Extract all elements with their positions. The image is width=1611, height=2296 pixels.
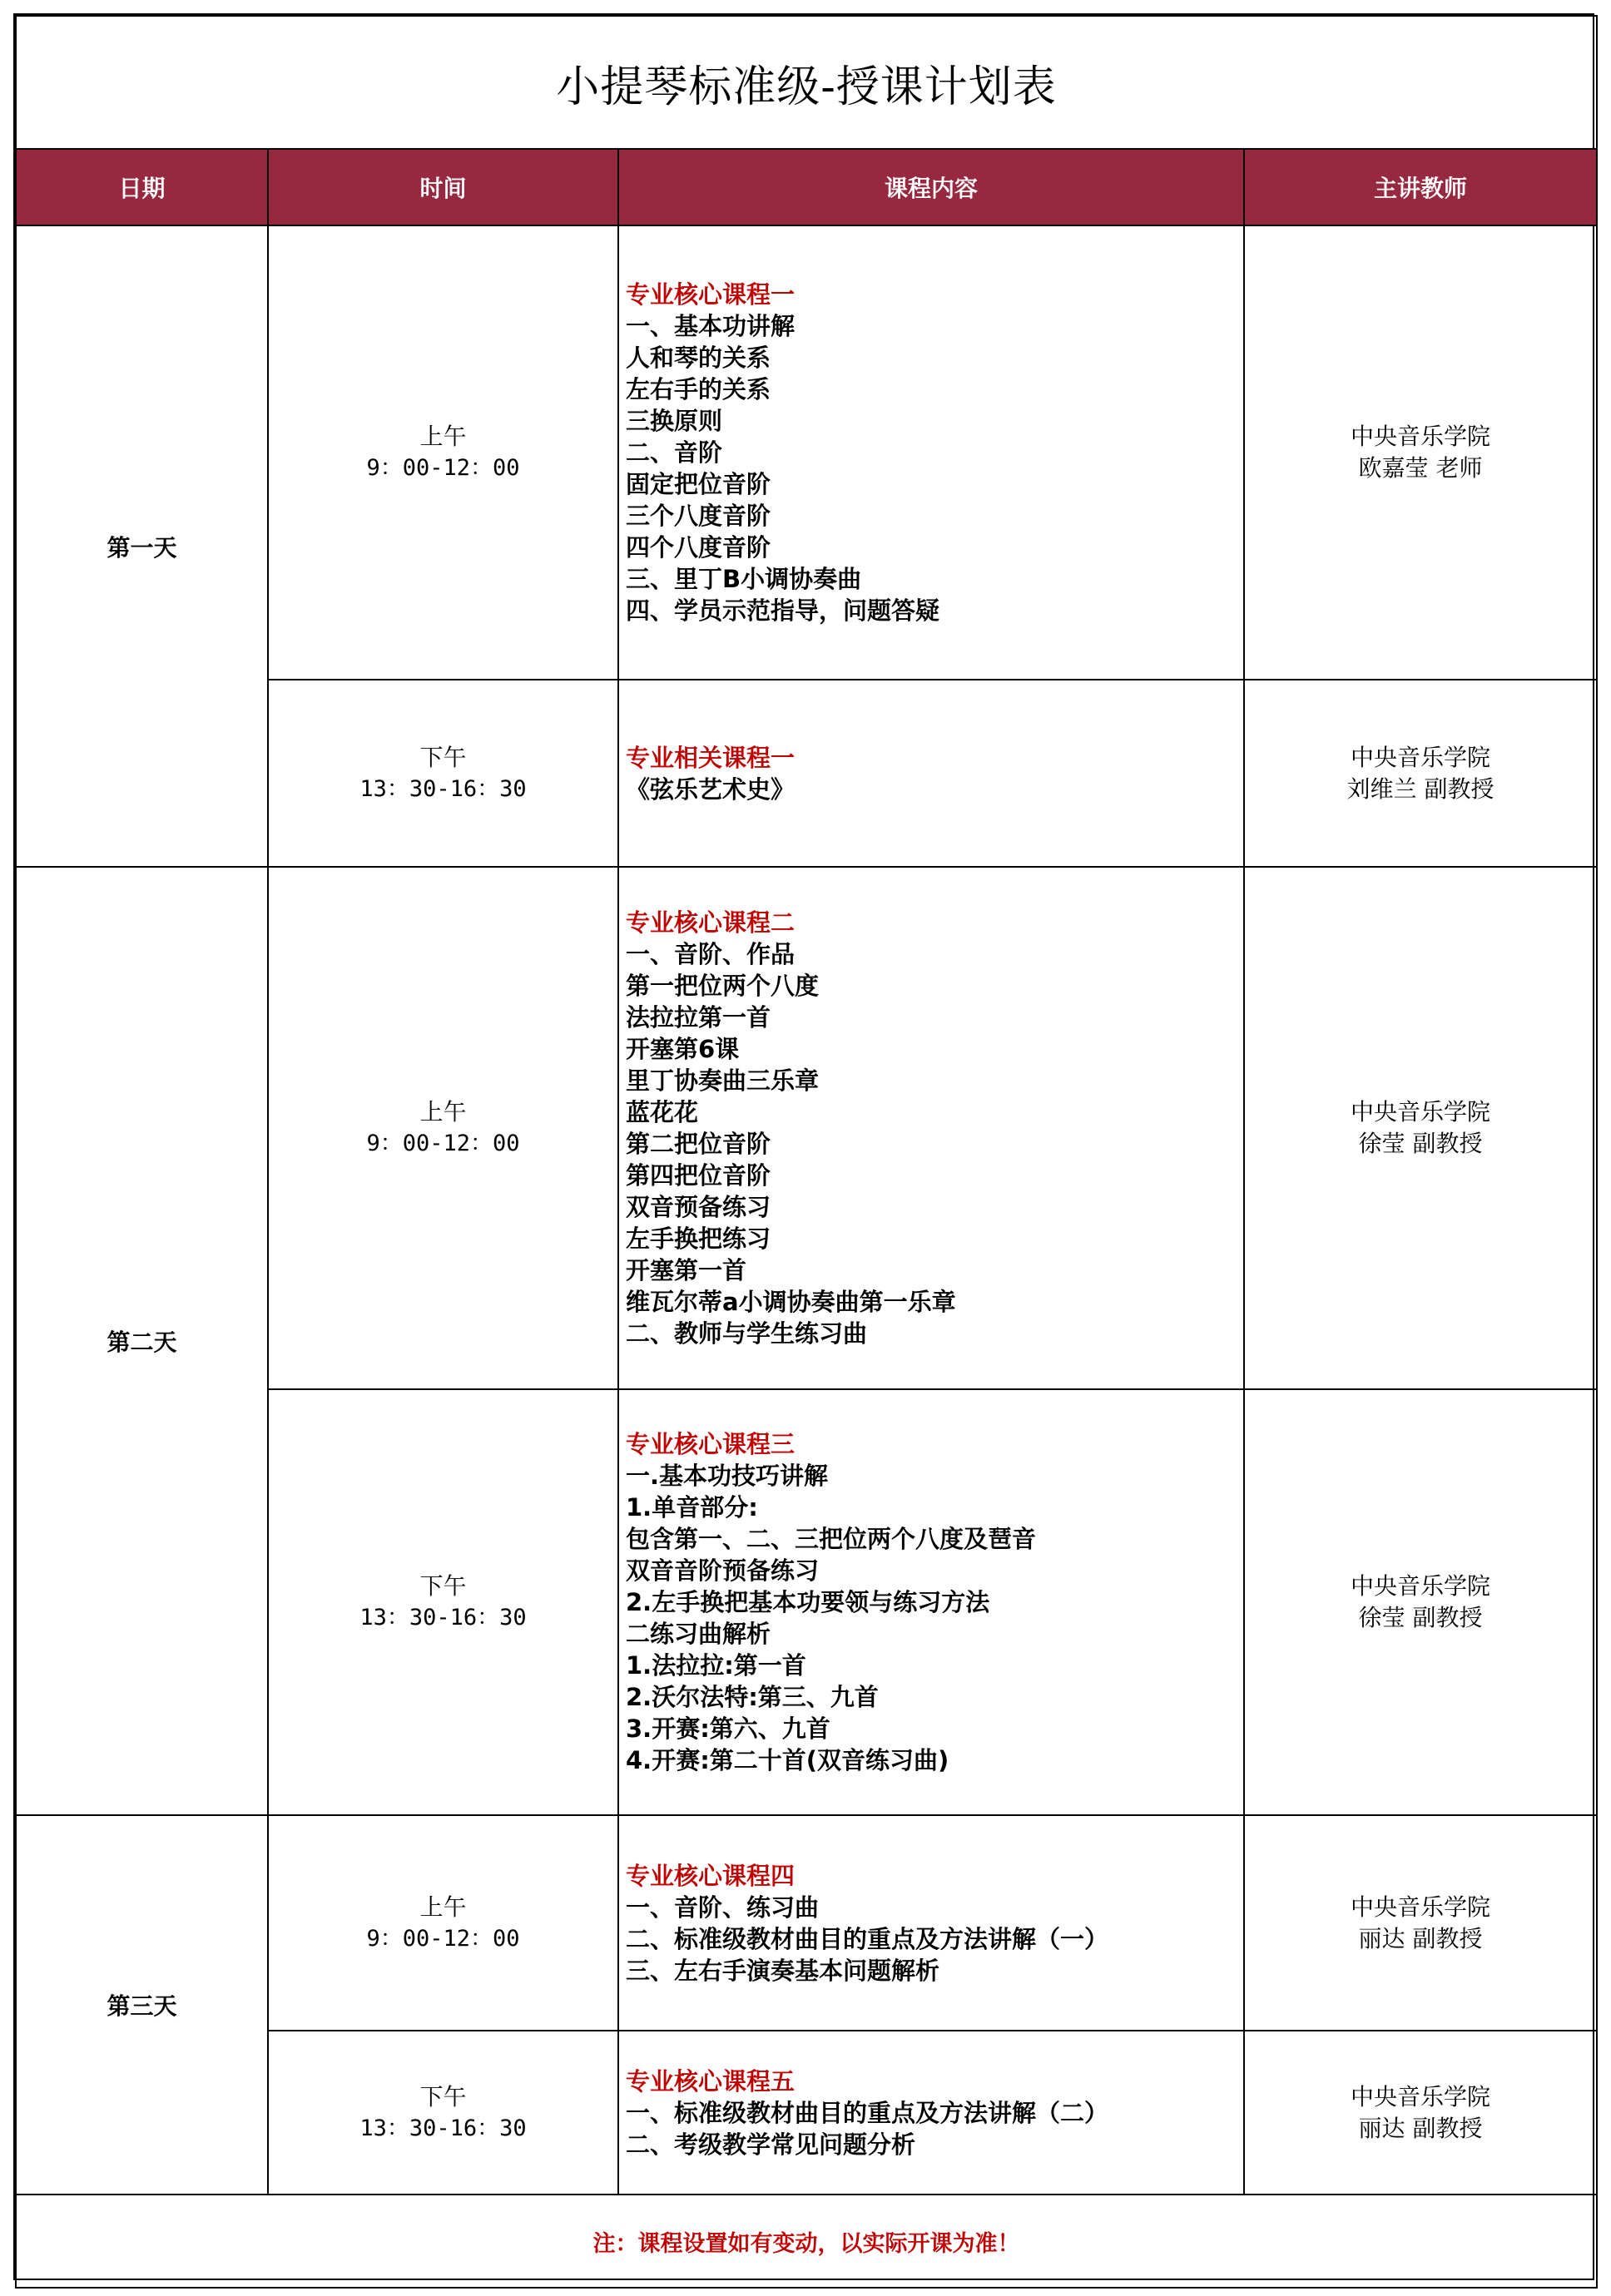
course-line: 一、标准级教材曲目的重点及方法讲解（二） <box>626 2098 1109 2127</box>
title-row <box>16 16 1597 149</box>
teacher-org: 中央音乐学院 <box>1351 423 1491 450</box>
session-time <box>268 1389 618 1815</box>
course-line: 1.单音部分: <box>626 1493 758 1522</box>
course-line: 双音音阶预备练习 <box>626 1556 820 1585</box>
session-time <box>268 680 618 867</box>
session-clock: 13：30-16：30 <box>359 775 527 802</box>
teacher-org: 中央音乐学院 <box>1351 1098 1491 1126</box>
course-line: 开塞第一首 <box>626 1256 747 1284</box>
session-period: 下午 <box>419 1572 467 1600</box>
course-title: 专业核心课程二 <box>626 908 796 937</box>
course-line: 一.基本功技巧讲解 <box>626 1462 829 1490</box>
day-label: 第二天 <box>16 867 268 1815</box>
course-line: 第二把位音阶 <box>626 1130 771 1158</box>
course-line: 《弦乐艺术史》 <box>626 774 796 804</box>
course-line: 四、学员示范指导，问题答疑 <box>626 596 940 625</box>
course-line: 一、基本功讲解 <box>626 312 796 340</box>
course-line: 1.法拉拉:第一首 <box>626 1651 806 1680</box>
course-line: 二、音阶 <box>626 438 723 467</box>
course-title: 专业核心课程一 <box>626 280 796 309</box>
schedule-sheet <box>13 13 1594 2280</box>
course-line: 二、教师与学生练习曲 <box>626 1319 868 1348</box>
course-line: 第四把位音阶 <box>626 1161 771 1190</box>
course-lines <box>626 1892 1243 1987</box>
course-lines <box>626 310 1243 626</box>
session-clock: 9：00-12：00 <box>366 455 520 481</box>
course-line: 3.开赛:第六、九首 <box>626 1715 830 1743</box>
course-line: 包含第一、二、三把位两个八度及琶音 <box>626 1525 1037 1553</box>
session-time <box>268 1815 618 2031</box>
course-line: 一、音阶、作品 <box>626 940 796 968</box>
course-line: 第一把位两个八度 <box>626 972 820 1000</box>
course-line: 二练习曲解析 <box>626 1620 771 1648</box>
session-period: 上午 <box>419 423 467 450</box>
session-teacher <box>1244 1815 1597 2031</box>
teacher-name: 丽达 副教授 <box>1358 1924 1483 1952</box>
session-period: 上午 <box>419 1893 467 1921</box>
course-line: 二、考级教学常见问题分析 <box>626 2130 916 2159</box>
page-title: 小提琴标准级-授课计划表 <box>16 16 1597 149</box>
course-title: 专业核心课程三 <box>626 1430 796 1458</box>
session-time <box>268 867 618 1389</box>
header-date: 日期 <box>16 149 268 225</box>
course-line: 里丁协奏曲三乐章 <box>626 1066 820 1095</box>
header-teacher: 主讲教师 <box>1244 149 1597 225</box>
teacher-org: 中央音乐学院 <box>1351 1572 1491 1600</box>
session-row <box>16 867 1597 1389</box>
course-line: 蓝花花 <box>626 1098 699 1126</box>
session-clock: 13：30-16：30 <box>359 1605 527 1630</box>
course-line: 维瓦尔蒂a小调协奏曲第一乐章 <box>626 1288 956 1316</box>
teacher-org: 中央音乐学院 <box>1351 2082 1491 2110</box>
course-title: 专业核心课程五 <box>626 2066 796 2096</box>
session-row <box>16 225 1597 680</box>
session-content <box>618 1389 1244 1815</box>
teacher-name: 徐莹 副教授 <box>1358 1130 1483 1157</box>
header-content: 课程内容 <box>618 149 1244 225</box>
session-teacher <box>1244 2031 1597 2195</box>
course-line: 2.左手换把基本功要领与练习方法 <box>626 1588 990 1616</box>
session-clock: 9：00-12：00 <box>366 1925 520 1952</box>
session-period: 上午 <box>419 1098 467 1126</box>
course-line: 一、音阶、练习曲 <box>626 1893 820 1922</box>
footnote: 注：课程设置如有变动，以实际开课为准！ <box>16 2195 1597 2288</box>
teacher-name: 欧嘉莹 老师 <box>1358 454 1483 482</box>
course-line: 左手换把练习 <box>626 1225 771 1253</box>
course-line: 三、里丁B小调协奏曲 <box>626 565 862 593</box>
session-period: 下午 <box>419 743 467 771</box>
course-lines <box>626 2097 1243 2160</box>
note-row <box>16 2195 1597 2288</box>
course-lines <box>626 938 1243 1349</box>
session-content <box>618 2031 1244 2195</box>
session-clock: 13：30-16：30 <box>359 2115 527 2141</box>
day-label: 第三天 <box>16 1815 268 2195</box>
session-time <box>268 225 618 680</box>
session-row <box>16 1815 1597 2031</box>
course-line: 三、左右手演奏基本问题解析 <box>626 1956 940 1985</box>
session-time <box>268 2031 618 2195</box>
course-line: 三换原则 <box>626 407 723 435</box>
schedule-table <box>15 15 1598 2289</box>
course-line: 法拉拉第一首 <box>626 1003 771 1032</box>
course-line: 四个八度音阶 <box>626 533 771 562</box>
day-label: 第一天 <box>16 225 268 867</box>
session-content <box>618 867 1244 1389</box>
session-teacher <box>1244 1389 1597 1815</box>
course-line: 左右手的关系 <box>626 375 771 403</box>
course-lines <box>626 774 1243 805</box>
course-line: 开塞第6课 <box>626 1035 740 1063</box>
course-lines <box>626 1460 1243 1776</box>
teacher-org: 中央音乐学院 <box>1351 1893 1491 1921</box>
course-line: 三个八度音阶 <box>626 502 771 530</box>
session-content <box>618 225 1244 680</box>
header-time: 时间 <box>268 149 618 225</box>
teacher-name: 徐莹 副教授 <box>1358 1604 1483 1631</box>
course-line: 双音预备练习 <box>626 1193 771 1221</box>
session-teacher <box>1244 680 1597 867</box>
course-title: 专业核心课程四 <box>626 1861 796 1890</box>
course-title: 专业相关课程一 <box>626 743 796 772</box>
session-teacher <box>1244 867 1597 1389</box>
session-clock: 9：00-12：00 <box>366 1131 520 1156</box>
course-line: 2.沃尔法特:第三、九首 <box>626 1683 879 1711</box>
teacher-name: 刘维兰 副教授 <box>1346 774 1495 803</box>
teacher-org: 中央音乐学院 <box>1351 743 1491 771</box>
session-period: 下午 <box>419 2082 467 2110</box>
course-line: 固定把位音阶 <box>626 470 771 498</box>
teacher-name: 丽达 副教授 <box>1358 2114 1483 2142</box>
course-line: 4.开赛:第二十首(双音练习曲) <box>626 1746 949 1774</box>
session-teacher <box>1244 225 1597 680</box>
course-line: 人和琴的关系 <box>626 344 771 372</box>
header-row <box>16 149 1597 225</box>
course-line: 二、标准级教材曲目的重点及方法讲解（一） <box>626 1924 1109 1953</box>
session-content <box>618 1815 1244 2031</box>
session-content <box>618 680 1244 867</box>
